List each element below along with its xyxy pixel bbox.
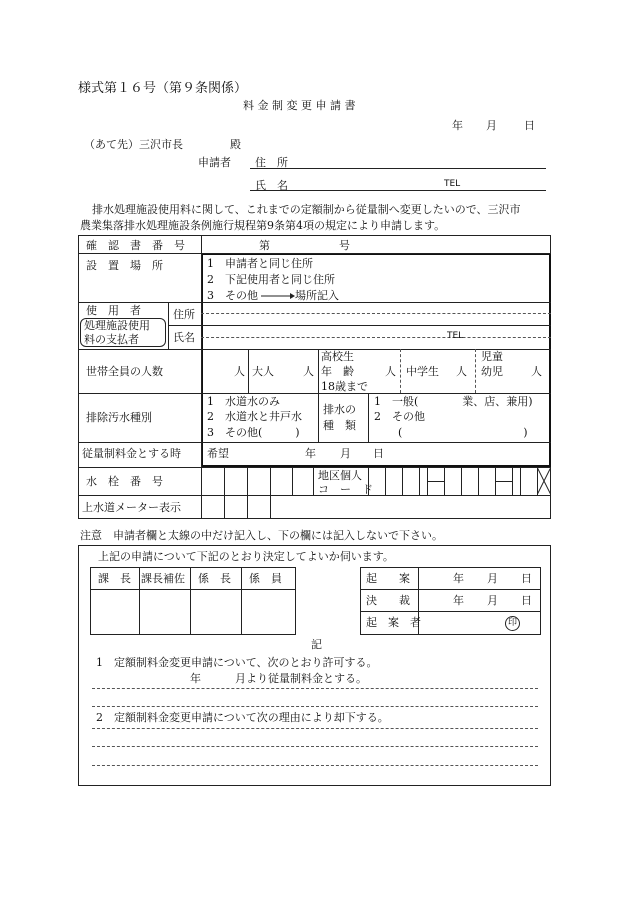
draft-label: 起 案 — [366, 572, 410, 585]
location-option-2[interactable]: 2 下記使用者と同じ住所 — [207, 273, 335, 286]
body-text-line1: 排水処理施設使用料に関して、これまでの定額制から従量制へ変更したいので、三沢市 — [92, 203, 521, 216]
reason-line-1[interactable] — [92, 728, 538, 729]
user-name-label: 氏名 — [173, 331, 195, 344]
stamp-header-section-chief: 係 長 — [198, 572, 231, 585]
approval-item-1-year: 年 — [190, 672, 201, 685]
adult-unit: 人 — [303, 365, 314, 378]
reason-line-3[interactable] — [92, 765, 538, 766]
confirm-number-label: 確 認 書 番 号 — [86, 239, 185, 252]
approval-item-1: 1 定額制料金変更申請について、次のとおり許可する。 — [96, 656, 378, 669]
household-unit: 人 — [234, 365, 245, 378]
metered-wish-label: 希望 — [207, 447, 229, 460]
user-label: 使 用 者 — [86, 304, 141, 317]
user-tel-label: TEL — [447, 331, 464, 341]
drainage-type-option-2[interactable]: 2 その他 — [374, 410, 425, 423]
wastewater-option-2[interactable]: 2 水道水と井戸水 — [207, 410, 302, 423]
location-option-3-note: 場所記入 — [295, 289, 339, 302]
crossed-cell — [537, 467, 551, 495]
location-label: 設 置 場 所 — [86, 259, 163, 272]
location-option-3[interactable]: 3 その他 — [207, 289, 258, 302]
applicant-address-field[interactable] — [250, 168, 546, 169]
district-code-label-1: 地区個人 — [318, 469, 362, 482]
office-intro: 上記の申請について下記のとおり決定してよいか伺います。 — [98, 550, 394, 563]
child-label: 児童 — [481, 350, 503, 363]
draft-day: 日 — [521, 572, 532, 585]
stamp-header-chief: 課 長 — [98, 572, 131, 585]
infant-label: 幼児 — [481, 365, 503, 378]
seal-mark: 印 — [505, 616, 520, 631]
reason-line-2[interactable] — [92, 746, 538, 747]
adult-label: 大人 — [252, 365, 274, 378]
drainage-type-option-1[interactable]: 1 一般( 業、店、兼用) — [374, 395, 533, 408]
drafter-label: 起 案 者 — [366, 616, 421, 629]
user-label-payer-1: 処理施設使用 — [84, 319, 150, 332]
decision-day: 日 — [521, 594, 532, 607]
date-day: 日 — [524, 119, 535, 132]
user-label-payer-2: 料の支払者 — [84, 333, 139, 346]
wastewater-label: 排除汚水種別 — [86, 411, 152, 424]
drainage-type-label-2: 種 類 — [323, 419, 356, 432]
draft-year: 年 — [453, 572, 464, 585]
middle-unit: 人 — [456, 365, 467, 378]
confirm-dai: 第 — [259, 239, 270, 252]
draft-month: 月 — [487, 572, 498, 585]
drainage-type-label-1: 排水の — [323, 403, 356, 416]
applicant-name-field[interactable] — [250, 190, 546, 191]
date-year: 年 — [452, 119, 463, 132]
applicant-tel-label: TEL — [444, 179, 461, 189]
addressee: （あて先）三沢市長 — [84, 138, 183, 151]
date-month: 月 — [486, 119, 497, 132]
form-title: 料 金 制 変 更 申 請 書 — [243, 99, 356, 112]
applicant-name-label: 氏 名 — [255, 179, 288, 192]
district-code-label-2: コ ー ド — [318, 483, 373, 496]
decision-year: 年 — [453, 594, 464, 607]
decision-month: 月 — [487, 594, 498, 607]
metered-year: 年 — [305, 447, 316, 460]
middle-label: 中学生 — [406, 365, 439, 378]
location-option-1[interactable]: 1 申請者と同じ住所 — [207, 257, 313, 270]
decision-label: 決 裁 — [366, 594, 410, 607]
stamp-header-deputy: 課長補佐 — [141, 572, 185, 585]
approval-item-1-rest: 月より従量制料金とする。 — [235, 672, 367, 685]
wastewater-option-3[interactable]: 3 その他( ) — [207, 426, 300, 439]
wastewater-option-1[interactable]: 1 水道水のみ — [207, 395, 280, 408]
household-label: 世帯全員の人数 — [86, 365, 163, 378]
meter-label: 上水道メーター表示 — [82, 501, 181, 514]
under18-label: 18歳まで — [321, 380, 368, 393]
honorific: 殿 — [230, 138, 241, 151]
hydrant-number-label: 水 栓 番 号 — [86, 475, 163, 488]
drainage-type-option-3[interactable]: ( ) — [398, 426, 528, 439]
metered-month: 月 — [340, 447, 351, 460]
age-label: 年 齢 — [321, 365, 354, 378]
child-unit: 人 — [531, 365, 542, 378]
rejection-item-2: 2 定額制料金変更申請について次の理由により却下する。 — [96, 711, 389, 724]
body-text-line2: 農業集落排水処理施設条例施行規程第9条第4項の規定により申請します。 — [80, 219, 446, 232]
ki-label: 記 — [311, 638, 322, 651]
metered-day: 日 — [373, 447, 384, 460]
user-address-label: 住所 — [173, 308, 195, 321]
form-number: 様式第１６号（第９条関係） — [78, 81, 248, 96]
notice-text: 注意 申請者欄と太線の中だけ記入し、下の欄には記入しないで下さい。 — [80, 529, 443, 542]
arrow-right-icon — [261, 292, 295, 300]
metered-label: 従量制料金とする時 — [82, 447, 181, 460]
highschool-label: 高校生 — [321, 350, 354, 363]
stamp-header-staff: 係 員 — [249, 572, 282, 585]
applicant-address-label: 住 所 — [255, 156, 288, 169]
confirm-go: 号 — [339, 239, 350, 252]
highschool-unit: 人 — [385, 365, 396, 378]
applicant-label: 申請者 — [198, 156, 231, 169]
